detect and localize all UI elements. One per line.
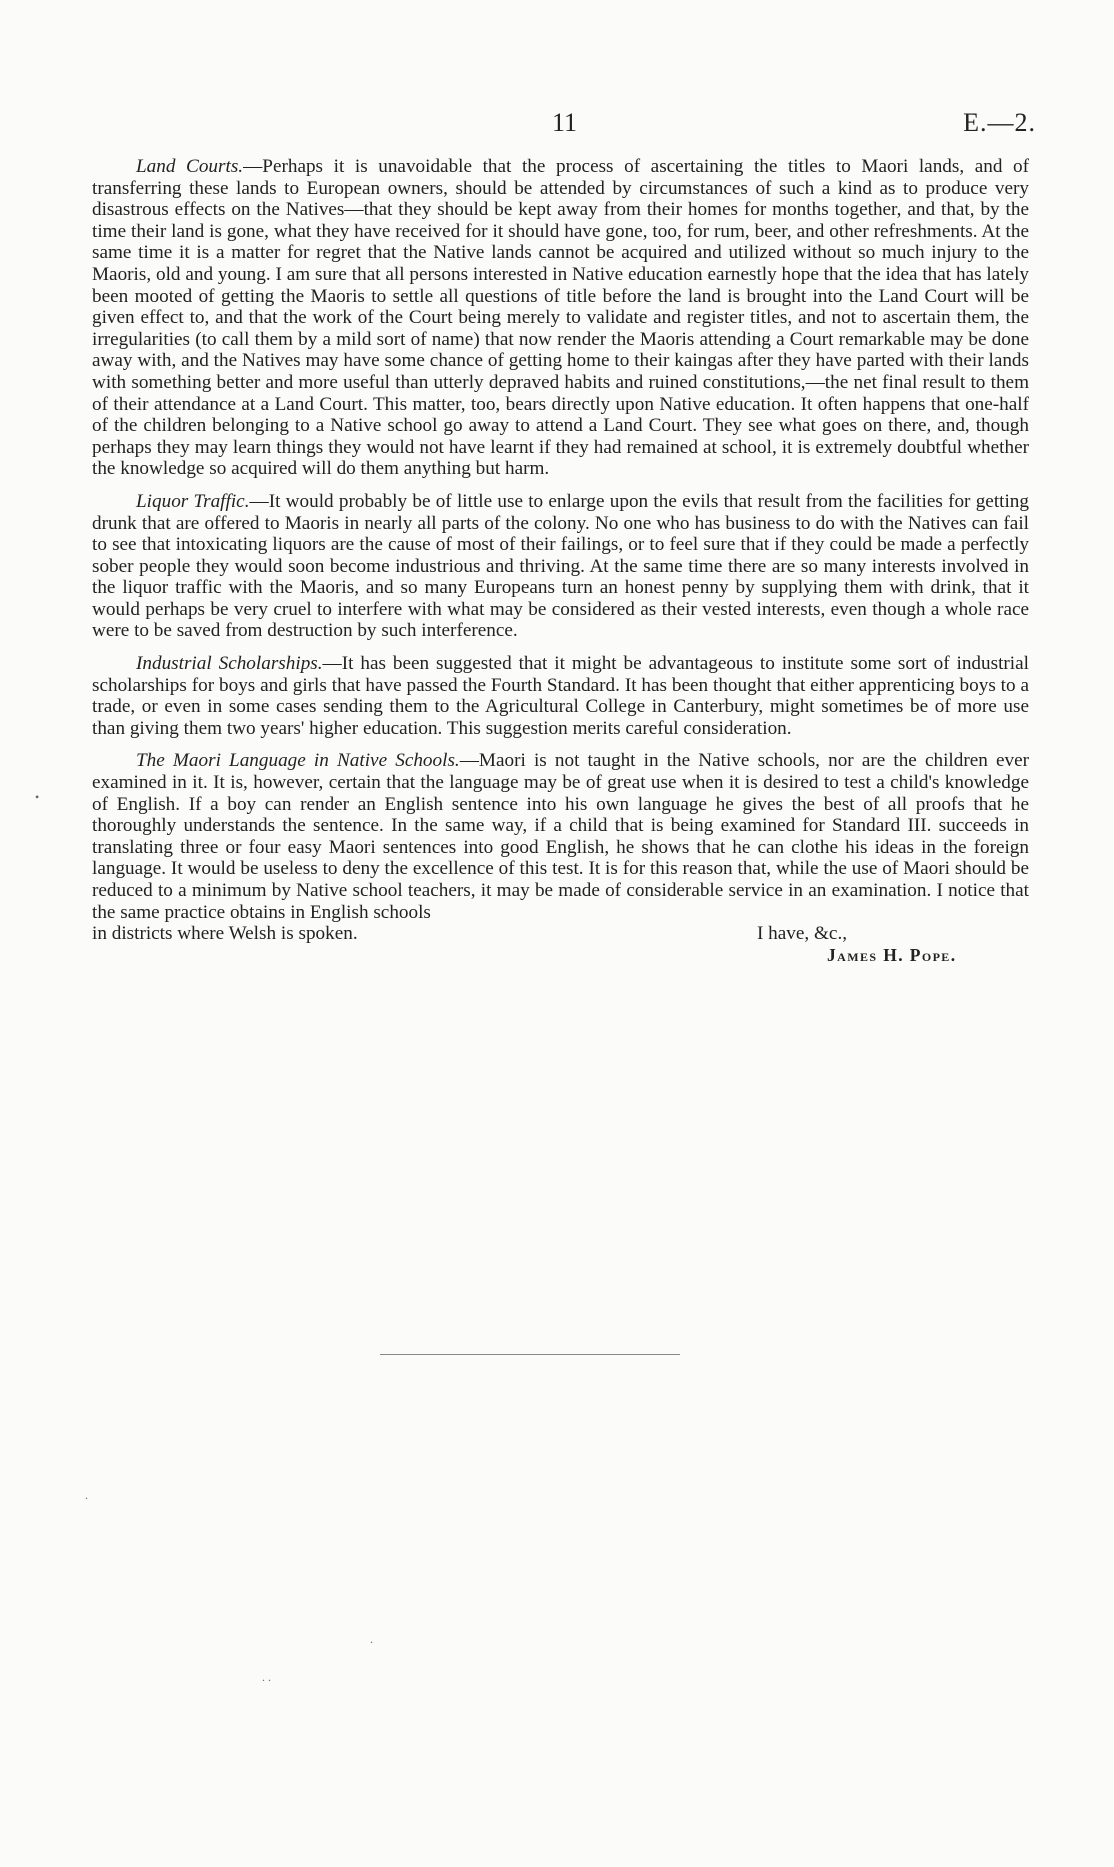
paragraph-title: Liquor Traffic. (136, 490, 250, 512)
closing-salutation: I have, &c., (757, 923, 848, 945)
paragraph-maori-language (92, 750, 1029, 923)
paragraph-text: —Perhaps it is unavoidable that the process of ascertaining the titles to Maori lands, and of transferring these lands to European owners, should be attended by circumstances of such a kind as to produce very disastrous effects on the Natives—that they should be kept away from their homes for months together, and that, by the time their land is gone, what they have received for it should have gone, too, for rum, beer, and other refreshments. At the same time it is a matter for regret that the Native lands cannot be acquired and utilized without so much injury to the Maoris, old and young. I am sure that all persons interested in Native education earnestly hope that the idea that has lately been mooted of getting the Maoris to settle all questions of title before the land is brought into the Land Court will be given effect to, and that the work of the Court being merely to validate and register titles, and not to ascertain them, the irregularities (to call them by a mild sort of name) that now render the Maoris attending a Court remarkable may be done away with, and the Natives may have some chance of getting home to their kaingas after they have parted with their lands with something better and more useful than utterly depraved habits and ruined constitutions,—the net final result to them of their attendance at a Land Court. This matter, too, bears directly upon Native education. It often happens that one-half of the children belonging to a Native school go away to attend a Land Court. They see what goes on there, and, though perhaps they may learn things they would not have learnt if they had remained at school, it is extremely doubtful whether the knowledge so acquired will do them anything but harm. (92, 156, 1030, 480)
closing-final-line: in districts where Welsh is spoken. (92, 923, 358, 945)
paragraph-liquor-traffic (92, 491, 1029, 642)
paragraph-industrial-scholarships (92, 653, 1029, 739)
paragraph-text: —Maori is not taught in the Native schools, nor are the children ever examined in it. It is, however, certain that the language may be of great use when it is desired to test a child's knowledge of English. If a boy can render an English sentence into his own language he gives the best of all proofs that he thoroughly understands the sentence. In the same way, if a child that is being examined for Standard III. succeeds in translating three or four easy Maori sentences into good English, he shows that he can clothe his ideas in the foreign language. It would be useless to deny the excellence of this test. It is for this reason that, while the use of Maori should be reduced to a minimum by Native school teachers, it may be made of considerable service in an examination. I notice that the same practice obtains in English schools (92, 750, 1029, 923)
paragraph-title: The Maori Language in Native Schools. (136, 750, 460, 772)
paragraph-land-courts (92, 156, 1029, 480)
paragraph-text: —It has been suggested that it might be advantageous to institute some sort of industrial scholarships for boys and girls that have passed the Fourth Standard. It has been thought that either apprenticing boys to a trade, or even in some cases sending them to the Agricultural College in Canterbury, might sometimes be of more use than giving them two years' higher education. This suggestion merits careful consideration. (92, 653, 1029, 739)
body-text (92, 156, 1029, 967)
letter-closing (92, 923, 1029, 967)
scan-speck: . (370, 1632, 373, 1646)
page-header (0, 108, 1114, 148)
end-rule-divider (380, 1354, 680, 1355)
scan-speck: • (35, 790, 40, 804)
paragraph-title: Land Courts. (136, 156, 244, 177)
scan-speck: . (85, 1488, 88, 1502)
paragraph-text: —It would probably be of little use to enlarge upon the evils that result from the facilities for getting drunk that are offered to Maoris in nearly all parts of the colony. No one who has business to do with the Natives can fail to see that intoxicating liquors are the cause of most of their failings, or to feel sure that if they could be made a perfectly sober people they would soon become industrious and thriving. At the same time there are so many interests involved in the liquor traffic with the Maoris, and so many Europeans turn an honest penny by supplying them with drink, that it would perhaps be very cruel to interfere with what may be considered as their vested interests, even though a whole race were to be saved from destruction by such interference. (92, 490, 1029, 642)
scan-speck: . . (262, 1670, 271, 1684)
page-number: 11 (552, 108, 578, 137)
signature: James H. Pope. (827, 945, 957, 966)
document-reference: E.—2. (963, 108, 1036, 137)
paragraph-title: Industrial Scholarships. (136, 653, 323, 675)
